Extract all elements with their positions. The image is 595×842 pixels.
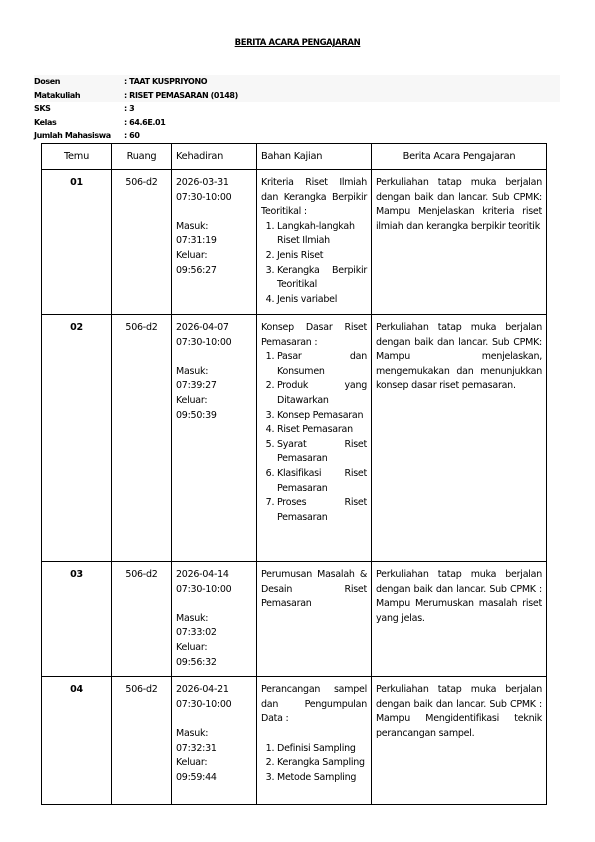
list-item: 3. Metode Sampling [277, 771, 367, 786]
info-label: Kelas [34, 117, 57, 127]
info-value: : RISET PEMASARAN (0148) [124, 90, 238, 100]
list-item: 2. Jenis Riset [277, 249, 367, 264]
info-value: : 3 [124, 104, 135, 113]
info-row-dosen [34, 75, 560, 89]
meeting-number: 02 [42, 315, 112, 562]
study-material [257, 677, 372, 805]
room: 506-d2 [112, 315, 172, 562]
study-material [257, 170, 372, 315]
attendance-time: 07:30-10:00 [176, 698, 232, 710]
table-row [42, 677, 547, 805]
check-in-time: 07:33:02 [176, 627, 217, 639]
info-label: SKS [34, 104, 51, 113]
table-row [42, 562, 547, 677]
header-berita-acara: Berita Acara Pengajaran [372, 144, 547, 170]
meeting-number: 03 [42, 562, 112, 677]
info-value: : 60 [124, 131, 140, 140]
info-label: Jumlah Mahasiswa [34, 131, 111, 140]
attendance [172, 315, 257, 562]
info-row-sks [34, 102, 560, 116]
check-out-time: 09:56:27 [176, 264, 217, 276]
info-row-kelas [34, 116, 560, 130]
report-text: Perkuliahan tatap muka berjalan dengan baik dan lancar. Sub CPMK : Mampu Merumuskan masalah riset yang jelas. [376, 569, 542, 624]
material-list [261, 350, 367, 525]
room: 506-d2 [112, 562, 172, 677]
material-list [261, 742, 367, 786]
study-material [257, 562, 372, 677]
study-material [257, 315, 372, 562]
info-label: Matakuliah [34, 90, 81, 100]
teaching-report [372, 562, 547, 677]
check-out-time: 09:59:44 [176, 771, 217, 783]
attendance-date: 2026-03-31 [176, 177, 229, 188]
info-row-jumlah-mahasiswa [34, 129, 560, 143]
check-in-time: 07:31:19 [176, 235, 217, 247]
info-value: : 64.6E.01 [124, 117, 166, 127]
list-item: 5. Syarat Riset Pemasaran [277, 438, 367, 467]
attendance-time: 07:30-10:00 [176, 191, 232, 203]
list-item: 6. Klasifikasi Riset Pemasaran [277, 467, 367, 496]
check-in-time: 07:32:31 [176, 742, 217, 754]
check-out-time: 09:50:39 [176, 409, 217, 421]
list-item: 4. Jenis variabel [277, 293, 367, 308]
attendance-time: 07:30-10:00 [176, 336, 232, 348]
material-intro: Kriteria Riset Ilmiah dan Kerangka Berpikir Teoritikal : [261, 177, 367, 218]
check-out-label: Keluar: [176, 249, 208, 261]
teaching-report [372, 170, 547, 315]
table-row [42, 170, 547, 315]
list-item: 1. Langkah-langkah Riset Ilmiah [277, 220, 367, 249]
check-in-label: Masuk: [176, 727, 209, 739]
room: 506-d2 [112, 170, 172, 315]
teaching-report [372, 677, 547, 805]
material-intro: Perancangan sampel dan Pengumpulan Data : [261, 684, 367, 725]
list-item: 7. Proses Riset Pemasaran [277, 496, 367, 525]
material-intro: Perumusan Masalah & Desain Riset Pemasaran [261, 569, 367, 610]
table-row [42, 315, 547, 562]
attendance [172, 170, 257, 315]
report-text: Perkuliahan tatap muka berjalan dengan baik dan lancar. Sub CPMK : Mampu Mengidentifikasi teknik perancangan sampel. [376, 684, 542, 739]
list-item: 3. Kerangka Berpikir Teoritikal [277, 264, 367, 293]
list-item: 2. Produk yang Ditawarkan [277, 379, 367, 408]
attendance [172, 562, 257, 677]
report-text: Perkuliahan tatap muka berjalan dengan baik dan lancar. Sub CPMK: Mampu menjelaskan, mengemukakan dan menunjukkan konsep dasar riset pemasaran. [376, 322, 542, 392]
list-item: 1. Pasar dan Konsumen [277, 350, 367, 379]
meeting-number: 04 [42, 677, 112, 805]
course-info [34, 75, 560, 143]
attendance-time: 07:30-10:00 [176, 583, 232, 595]
header-bahan-kajian: Bahan Kajian [257, 144, 372, 170]
meeting-number: 01 [42, 170, 112, 315]
check-in-label: Masuk: [176, 220, 209, 232]
table-header-row [42, 144, 547, 170]
header-temu: Temu [42, 144, 112, 170]
teaching-record-table [41, 143, 547, 805]
check-in-label: Masuk: [176, 612, 209, 624]
teaching-report [372, 315, 547, 562]
attendance-date: 2026-04-14 [176, 569, 229, 580]
check-out-label: Keluar: [176, 394, 208, 406]
info-value: : TAAT KUSPRIYONO [124, 77, 208, 86]
report-text: Perkuliahan tatap muka berjalan dengan baik dan lancar. Sub CPMK: Mampu Menjelaskan kriteria riset ilmiah dan kerangka berpikir teoritik [376, 177, 542, 232]
header-ruang: Ruang [112, 144, 172, 170]
check-in-time: 07:39:27 [176, 380, 217, 392]
info-row-matakuliah [34, 89, 560, 103]
check-out-label: Keluar: [176, 757, 208, 769]
header-kehadiran: Kehadiran [172, 144, 257, 170]
attendance-date: 2026-04-07 [176, 322, 229, 333]
document-title: BERITA ACARA PENGAJARAN [234, 38, 361, 48]
list-item: 3. Konsep Pemasaran [277, 409, 367, 424]
attendance [172, 677, 257, 805]
material-list [261, 220, 367, 308]
list-item: 4. Riset Pemasaran [277, 423, 367, 438]
check-out-time: 09:56:32 [176, 656, 217, 668]
material-intro: Konsep Dasar Riset Pemasaran : [261, 322, 367, 348]
room: 506-d2 [112, 677, 172, 805]
check-out-label: Keluar: [176, 641, 208, 653]
attendance-date: 2026-04-21 [176, 684, 229, 696]
list-item: 1. Definisi Sampling [277, 742, 367, 757]
list-item: 2. Kerangka Sampling [277, 756, 367, 771]
check-in-label: Masuk: [176, 365, 209, 377]
info-label: Dosen [34, 77, 61, 86]
